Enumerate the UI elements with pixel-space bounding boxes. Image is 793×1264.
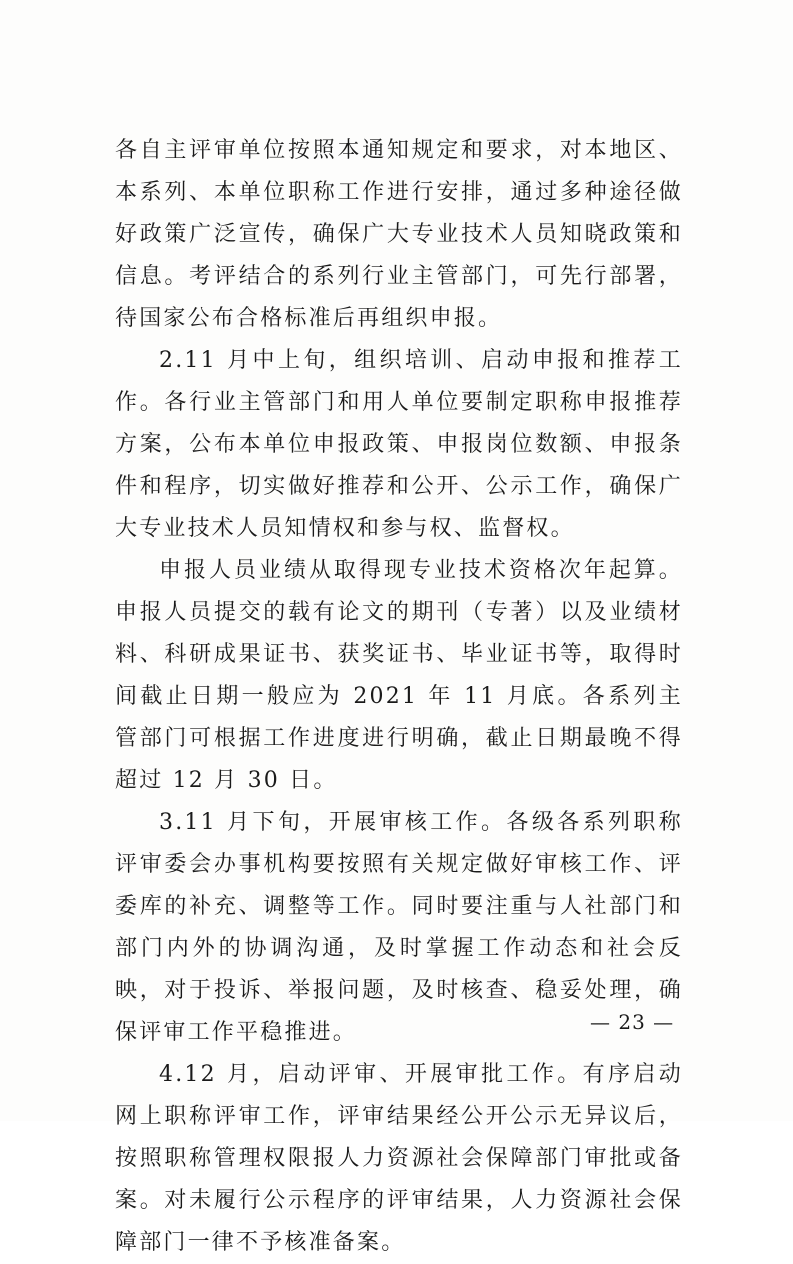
- page-number: — 23 —: [590, 1010, 675, 1034]
- paragraph-1: 各自主评审单位按照本通知规定和要求，对本地区、本系列、本单位职称工作进行安排，通过多种途径做好政策广泛宣传，确保广大专业技术人员知晓政策和信息。考评结合的系列行业主管部门，可先行部署，待国家公布合格标准后再组织申报。: [115, 138, 683, 331]
- document-body: [115, 130, 683, 1264]
- paragraph-2: 2.11 月中上旬，组织培训、启动申报和推荐工作。各行业主管部门和用人单位要制定职称申报推荐方案，公布本单位申报政策、申报岗位数额、申报条件和程序，切实做好推荐和公开、公示工作，确保广大专业技术人员知情权和参与权、监督权。: [115, 348, 683, 541]
- paragraph-3: 申报人员业绩从取得现专业技术资格次年起算。申报人员提交的载有论文的期刊（专著）以及业绩材料、科研成果证书、获奖证书、毕业证书等，取得时间截止日期一般应为 2021 年 11 月底。各系列主管部门可根据工作进度进行明确，截止日期最晚不得超过 12 月 30 日。: [115, 558, 683, 793]
- paragraph-4: 3.11 月下旬，开展审核工作。各级各系列职称评审委会办事机构要按照有关规定做好审核工作、评委库的补充、调整等工作。同时要注重与人社部门和部门内外的协调沟通，及时掌握工作动态和社会反映，对于投诉、举报问题，及时核查、稳妥处理，确保评审工作平稳推进。: [115, 810, 683, 1045]
- paragraph-5: 4.12 月，启动评审、开展审批工作。有序启动网上职称评审工作，评审结果经公开公示无异议后，按照职称管理权限报人力资源社会保障部门审批或备案。对未履行公示程序的评审结果，人力资源社会保障部门一律不予核准备案。: [115, 1062, 683, 1255]
